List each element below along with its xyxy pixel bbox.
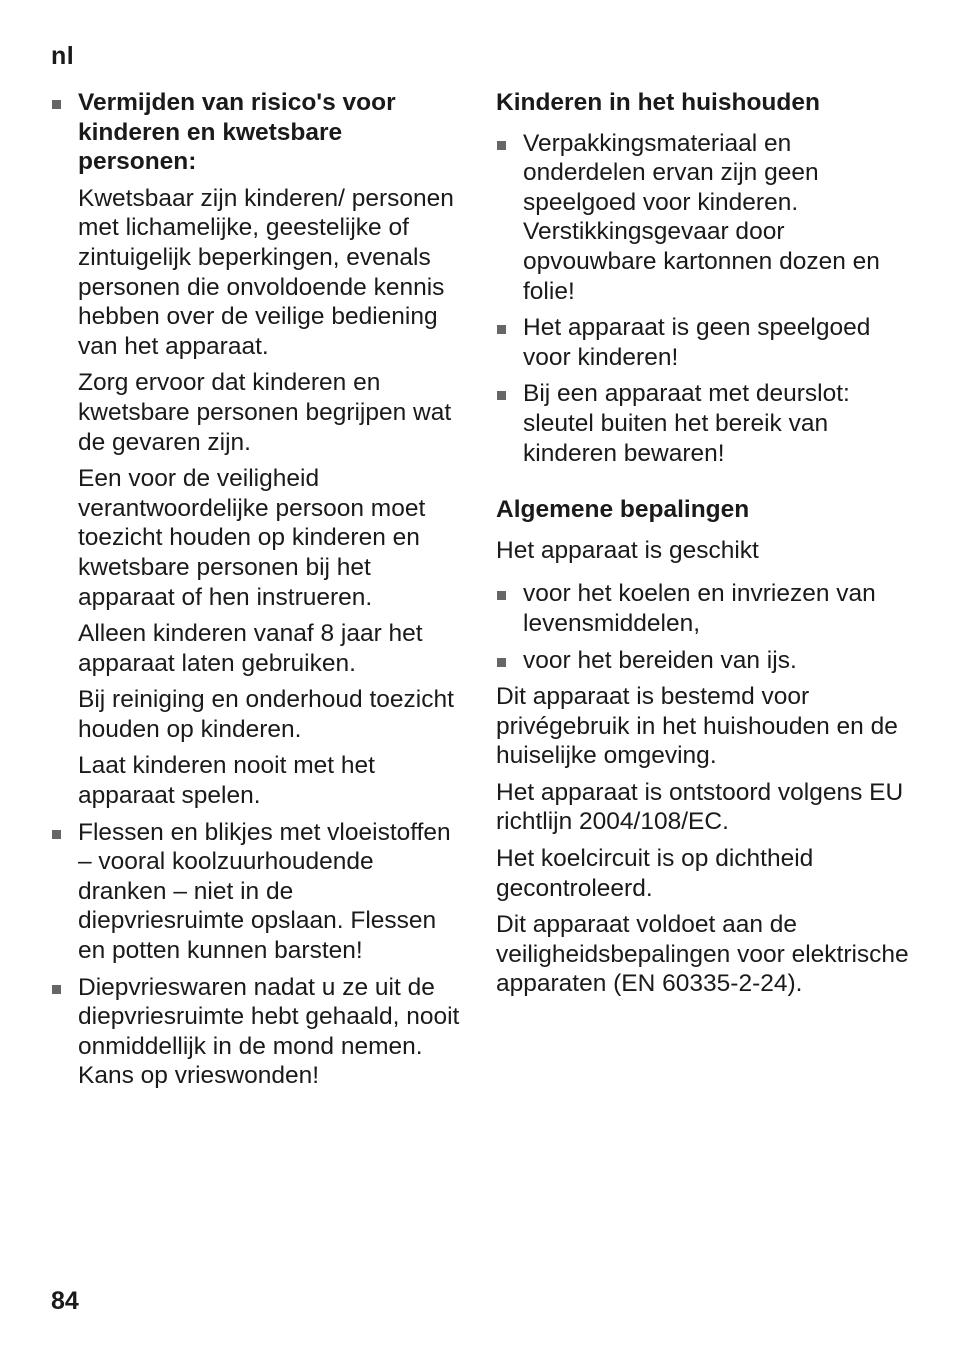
list-item — [496, 579, 916, 638]
bullet-text: voor het koelen en invriezen van levensmiddelen, — [523, 580, 876, 637]
paragraph: Het koelcircuit is op dichtheid gecontroleerd. — [496, 845, 814, 902]
paragraph: Laat kinderen nooit met het apparaat spelen. — [78, 752, 375, 810]
bullet-square-icon — [497, 141, 506, 150]
paragraph: Een voor de veiligheid verantwoordelijke persoon moet toezicht houden op kinderen en kwetsbare personen bij het apparaat of hen instrueren. — [78, 465, 426, 611]
paragraph: Het apparaat is ontstoord volgens EU richtlijn 2004/108/EC. — [496, 778, 904, 836]
list-item-bottles — [51, 818, 461, 966]
bullet-text: voor het bereiden van ijs. — [523, 646, 797, 674]
list-item — [496, 313, 916, 372]
right-column — [496, 88, 916, 1006]
list-item — [496, 379, 916, 468]
bullet-square-icon — [497, 591, 506, 600]
paragraph: Alleen kinderen vanaf 8 jaar het apparaat laten gebruiken. — [78, 620, 423, 677]
bullet-square-icon — [52, 985, 61, 994]
paragraph: Het apparaat is geschikt — [496, 536, 759, 564]
section-heading-general: Algemene bepalingen — [496, 496, 750, 524]
bullet-text: Diepvrieswaren nadat u ze uit de diepvriesruimte hebt gehaald, nooit onmiddellijk in de mond nemen. Kans op vrieswonden! — [78, 973, 460, 1090]
paragraph: Kwetsbaar zijn kinderen/ personen met lichamelijke, geestelijke of zintuigelijk beperkingen, evenals personen die onvoldoende kennis hebben over de veilige bediening van het apparaat. — [78, 184, 454, 360]
bullet-heading: Vermijden van risico's voor kinderen en kwetsbare personen: — [78, 89, 396, 176]
bullet-text: Bij een apparaat met deurslot: sleutel buiten het bereik van kinderen bewaren! — [523, 380, 850, 467]
left-column — [51, 88, 461, 1098]
paragraph: Bij reiniging en onderhoud toezicht houden op kinderen. — [78, 686, 454, 743]
bullet-text: Het apparaat is geen speelgoed voor kinderen! — [523, 314, 871, 371]
section-heading-children: Kinderen in het huishouden — [496, 89, 820, 116]
bullet-text: Flessen en blikjes met vloeistoffen – vooral koolzuurhoudende dranken – niet in de diepvriesruimte opslaan. Flessen en potten kunnen barsten! — [78, 818, 451, 965]
bullet-square-icon — [52, 830, 61, 839]
bullet-square-icon — [497, 391, 506, 400]
paragraph: Dit apparaat voldoet aan de veiligheidsbepalingen voor elektrische apparaten (EN 60335-2-24). — [496, 911, 909, 998]
list-item-risks — [51, 88, 461, 811]
bullet-square-icon — [52, 100, 61, 109]
list-item-frozen-goods — [51, 973, 461, 1091]
language-label: nl — [51, 42, 75, 70]
bullet-square-icon — [497, 325, 506, 334]
bullet-text: Verpakkingsmateriaal en onderdelen ervan zijn geen speelgoed voor kinderen. Verstikkingsgevaar door opvouwbare kartonnen dozen en folie! — [523, 129, 880, 305]
page-number: 84 — [51, 1287, 79, 1315]
bullet-square-icon — [497, 658, 506, 667]
list-item — [496, 129, 916, 307]
paragraph: Zorg ervoor dat kinderen en kwetsbare personen begrijpen wat de gevaren zijn. — [78, 369, 452, 456]
paragraph: Dit apparaat is bestemd voor privégebruik in het huishouden en de huiselijke omgeving. — [496, 683, 898, 770]
list-item — [496, 646, 916, 676]
